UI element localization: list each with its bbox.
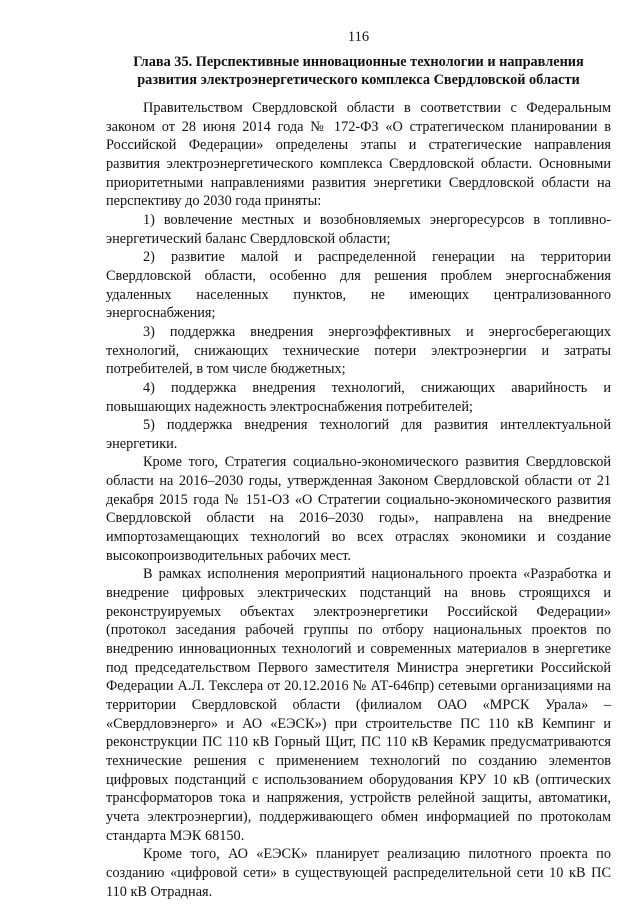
body-text [106, 99, 611, 901]
list-item-3: 3) поддержка внедрения энергоэффективных и энергосберегающих технологий, снижающих технические потери электроэнергии и затраты потребителей, в том числе бюджетных; [106, 323, 611, 378]
document-page [106, 28, 611, 901]
paragraph-strategy: Кроме того, Стратегия социально-экономического развития Свердловской области на 2016–2030 годы, утвержденная Законом Свердловской области от 21 декабря 2015 года № 151-ОЗ «О Стратегии социально-экономического развития Свердловской области на 2016–2030 годы», направлена на внедрение импортозамещающих технологий во всех отраслях экономики и создание высокопроизводительных рабочих мест. [106, 454, 611, 564]
paragraph-intro: Правительством Свердловской области в соответствии с Федеральным законом от 28 июня 2014 года № 172-ФЗ «О стратегическом планировании в Российской Федерации» определены этапы и стратегические направления развития электроэнергетического комплекса Свердловской области. Основными приоритетными направлениями развития энергетики Свердловской области на перспективу до 2030 года приняты: [106, 100, 611, 210]
list-item-2: 2) развитие малой и распределенной генерации на территории Свердловской области, особенно для решения проблем энергоснабжения удаленных населенных пунктов, не имеющих централизованного энергоснабжения; [106, 249, 611, 322]
page-number: 116 [347, 29, 370, 45]
list-item-4: 4) поддержка внедрения технологий, снижающих аварийность и повышающих надежность электроснабжения потребителей; [106, 379, 611, 415]
chapter-title-line-2: развития электроэнергетического комплекса Свердловской области [137, 72, 580, 88]
chapter-title-line-1: Глава 35. Перспективные инновационные технологии и направления [133, 54, 584, 70]
paragraph-pilot-project: Кроме того, АО «ЕЭСК» планирует реализацию пилотного проекта по созданию «цифровой сети» в существующей распределительной сети 10 кВ ПС 110 кВ Отрадная. [106, 846, 611, 900]
list-item-1: 1) вовлечение местных и возобновляемых энергоресурсов в топливно-энергетический баланс Свердловской области; [106, 211, 611, 247]
paragraph-national-project: В рамках исполнения мероприятий национального проекта «Разработка и внедрение цифровых электрических подстанций на вновь строящихся и реконструируемых объектах электроэнергетики Российской Федерации» (протокол заседания рабочей группы по отбору национальных проектов по внедрению инновационных технологий и современных материалов в энергетике под председательством Первого заместителя Министра энергетики Российской Федерации А.Л. Текслера от 20.12.2016 № АТ-646пр) сетевыми организациями на территории Свердловской области (филиалом ОАО «МРСК Урала» – «Свердловэнерго» и АО «ЕЭСК») при строительстве ПС 110 кВ Кемпинг и реконструкции ПС 110 кВ Горный Щит, ПС 110 кВ Керамик предусматриваются технические решения с применением технологий по созданию элементов цифровых подстанций с использованием оборудования КРУ 10 кВ (оптических трансформаторов тока и напряжения, устройств релейной защиты, автоматики, учета электроэнергии), поддерживающего обмен информацией по протоколам стандарта МЭК 68150. [106, 566, 611, 844]
chapter-title [106, 53, 611, 89]
list-item-5: 5) поддержка внедрения технологий для развития интеллектуальной энергетики. [106, 417, 611, 452]
